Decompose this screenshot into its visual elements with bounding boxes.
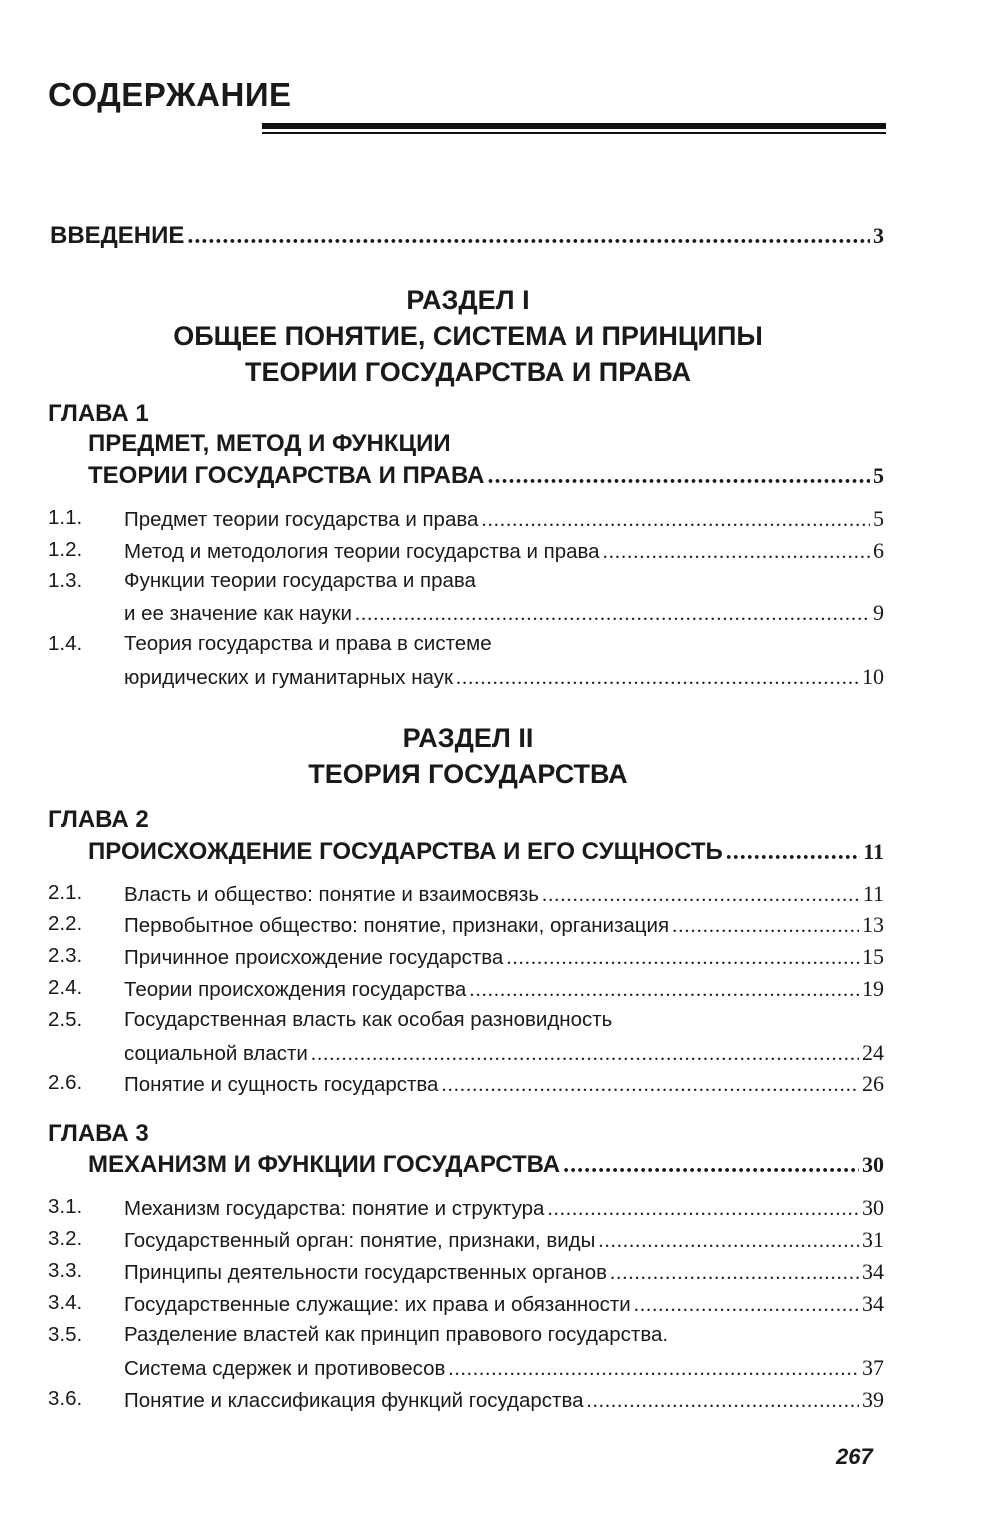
toc-entry-page: 19 <box>862 976 884 1001</box>
dot-leader <box>441 1074 859 1097</box>
item-title: Государственная власть как особая разновидность <box>124 1008 613 1031</box>
page-title: СОДЕРЖАНИЕ <box>48 76 292 113</box>
chapter-title-line: ПРОИСХОЖДЕНИЕ ГОСУДАРСТВА И ЕГО СУЩНОСТЬ <box>88 838 723 865</box>
item-title: Система сдержек и противовесов <box>124 1357 446 1380</box>
dot-leader <box>187 223 870 250</box>
toc-entry-page: 5 <box>873 463 884 488</box>
toc-entry-page: 10 <box>862 664 884 689</box>
dot-leader <box>563 1152 859 1179</box>
dot-leader <box>448 1358 859 1381</box>
section-heading-line: ТЕОРИЯ ГОСУДАРСТВА <box>308 759 628 789</box>
dot-leader <box>610 1262 859 1285</box>
toc-entry-page: 15 <box>862 944 884 969</box>
item-number: 2.3. <box>48 944 83 967</box>
section-heading-line: ОБЩЕЕ ПОНЯТИЕ, СИСТЕМА И ПРИНЦИПЫ <box>173 321 763 351</box>
item-number: 3.3. <box>48 1259 83 1282</box>
toc-entry-item[interactable] <box>124 506 884 532</box>
chapter-label: ГЛАВА 1 <box>48 400 149 427</box>
toc-entry-label: ВВЕДЕНИЕ <box>50 222 185 249</box>
toc-entry-page: 9 <box>873 600 884 625</box>
dot-leader <box>481 509 870 532</box>
toc-entry-page: 11 <box>863 839 884 864</box>
dot-leader <box>547 1198 859 1221</box>
section-heading <box>0 282 936 390</box>
item-title: Причинное происхождение государства <box>124 946 504 969</box>
item-number: 1.2. <box>48 538 83 561</box>
toc-entry-item[interactable] <box>124 1227 884 1253</box>
dot-leader <box>469 979 859 1002</box>
toc-entry-item[interactable] <box>124 944 884 970</box>
item-number: 1.4. <box>48 632 83 655</box>
toc-entry-item[interactable] <box>124 1259 884 1285</box>
toc-entry-chapter[interactable] <box>88 462 884 490</box>
dot-leader <box>506 947 859 970</box>
toc-entry-item[interactable] <box>124 1195 884 1221</box>
chapter-title-line: МЕХАНИЗМ И ФУНКЦИИ ГОСУДАРСТВА <box>88 1151 561 1178</box>
item-number: 2.5. <box>48 1008 83 1031</box>
dot-leader <box>311 1043 859 1066</box>
item-title: юридических и гуманитарных наук <box>124 666 453 689</box>
item-number: 3.6. <box>48 1387 83 1410</box>
dot-leader <box>634 1294 859 1317</box>
item-title: Государственный орган: понятие, признаки, виды <box>124 1229 596 1252</box>
toc-entry-page: 30 <box>862 1152 884 1177</box>
item-title: Разделение властей как принцип правового государства. <box>124 1323 669 1346</box>
section-heading-line: ТЕОРИИ ГОСУДАРСТВА И ПРАВА <box>245 357 691 387</box>
toc-entry-item[interactable] <box>124 1291 884 1317</box>
toc-entry-item[interactable] <box>124 600 884 626</box>
item-title: Предмет теории государства и права <box>124 508 479 531</box>
chapter-label: ГЛАВА 2 <box>48 806 149 833</box>
section-heading-line: РАЗДЕЛ II <box>402 723 534 753</box>
toc-entry-page: 34 <box>862 1291 884 1316</box>
toc-entry-page: 30 <box>862 1195 884 1220</box>
item-number: 3.4. <box>48 1291 83 1314</box>
title-rule-thin <box>262 132 886 134</box>
item-title: Первобытное общество: понятие, признаки, организация <box>124 914 670 937</box>
item-number: 2.2. <box>48 912 83 935</box>
item-title: Власть и общество: понятие и взаимосвязь <box>124 883 539 906</box>
item-number: 2.1. <box>48 881 83 904</box>
dot-leader <box>487 463 870 490</box>
item-title: Функции теории государства и права <box>124 569 476 592</box>
dot-leader <box>603 541 870 564</box>
section-heading-line: РАЗДЕЛ I <box>406 285 530 315</box>
dot-leader <box>587 1390 859 1413</box>
item-number: 2.6. <box>48 1071 83 1094</box>
toc-entry-item[interactable] <box>124 538 884 564</box>
dot-leader <box>726 839 860 866</box>
toc-entry-page: 11 <box>862 881 884 906</box>
dot-leader <box>542 884 860 907</box>
toc-entry-chapter[interactable] <box>88 1151 884 1179</box>
item-title: Понятие и классификация функций государства <box>124 1389 584 1412</box>
toc-entry-page: 34 <box>862 1259 884 1284</box>
chapter-title-line: ТЕОРИИ ГОСУДАРСТВА И ПРАВА <box>88 462 485 489</box>
toc-entry-intro[interactable] <box>50 222 884 250</box>
toc-entry-item[interactable] <box>124 976 884 1002</box>
toc-entry-item[interactable] <box>124 1071 884 1097</box>
toc-entry-item[interactable] <box>124 664 884 690</box>
toc-entry-page: 39 <box>862 1387 884 1412</box>
toc-entry-item[interactable] <box>124 1040 884 1066</box>
toc-entry-page: 6 <box>873 538 884 563</box>
toc-entry-page: 31 <box>862 1227 884 1252</box>
toc-entry-page: 37 <box>862 1355 884 1380</box>
item-number: 2.4. <box>48 976 83 999</box>
item-title: и ее значение как науки <box>124 602 352 625</box>
dot-leader <box>672 915 859 938</box>
dot-leader <box>355 603 870 626</box>
chapter-label: ГЛАВА 3 <box>48 1120 149 1147</box>
toc-entry-item[interactable] <box>124 1355 884 1381</box>
chapter-title-line: ПРЕДМЕТ, МЕТОД И ФУНКЦИИ <box>88 430 451 457</box>
item-number: 3.2. <box>48 1227 83 1250</box>
toc-entry-page: 24 <box>862 1040 884 1065</box>
page-number: 267 <box>836 1444 873 1469</box>
toc-entry-item[interactable] <box>124 912 884 938</box>
dot-leader <box>456 667 859 690</box>
item-title: Теории происхождения государства <box>124 978 467 1001</box>
toc-entry-page: 13 <box>862 912 884 937</box>
toc-entry-page: 26 <box>862 1071 884 1096</box>
item-title: Механизм государства: понятие и структура <box>124 1197 545 1220</box>
item-title: Метод и методология теории государства и права <box>124 540 600 563</box>
item-title: Государственные служащие: их права и обязанности <box>124 1293 631 1316</box>
toc-entry-chapter[interactable] <box>88 838 884 866</box>
toc-entry-item[interactable] <box>124 1387 884 1413</box>
item-number: 3.5. <box>48 1323 83 1346</box>
dot-leader <box>598 1230 859 1253</box>
item-title: Теория государства и права в системе <box>124 632 492 655</box>
item-number: 1.1. <box>48 506 83 529</box>
item-title: социальной власти <box>124 1042 308 1065</box>
item-title: Принципы деятельности государственных органов <box>124 1261 608 1284</box>
item-number: 1.3. <box>48 569 83 592</box>
toc-entry-item[interactable] <box>124 881 884 907</box>
section-heading <box>0 720 936 792</box>
item-title: Понятие и сущность государства <box>124 1073 439 1096</box>
title-rule-thick <box>262 123 886 129</box>
item-number: 3.1. <box>48 1195 83 1218</box>
toc-entry-page: 3 <box>873 223 884 248</box>
toc-entry-page: 5 <box>873 506 884 531</box>
